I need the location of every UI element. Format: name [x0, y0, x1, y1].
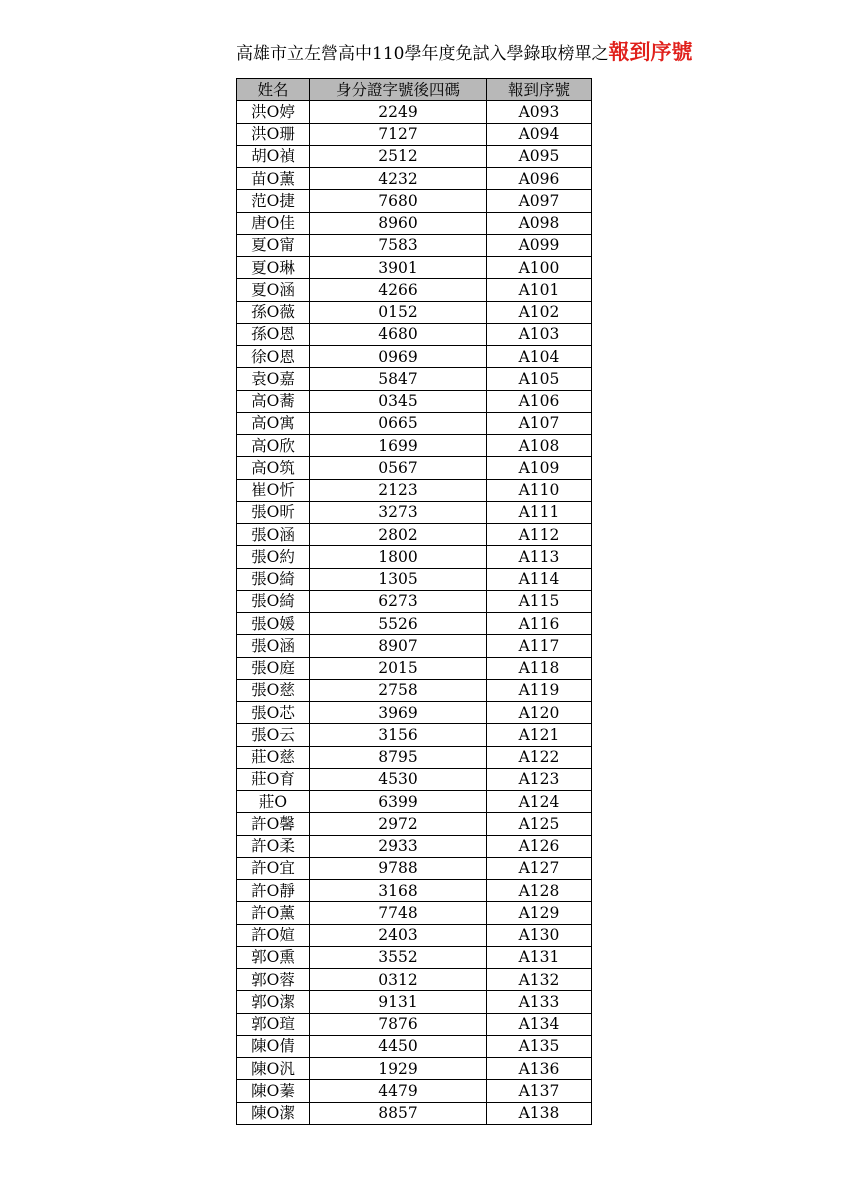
cell-id-last4: 4530	[310, 768, 487, 790]
table-row	[237, 613, 592, 635]
table-row	[237, 724, 592, 746]
cell-report-number: A099	[487, 234, 592, 256]
cell-report-number: A102	[487, 301, 592, 323]
cell-id-last4: 2758	[310, 679, 487, 701]
cell-id-last4: 3552	[310, 946, 487, 968]
cell-report-number: A101	[487, 279, 592, 301]
cell-id-last4: 1305	[310, 568, 487, 590]
table-row	[237, 435, 592, 457]
cell-report-number: A093	[487, 101, 592, 123]
cell-report-number: A132	[487, 969, 592, 991]
cell-name: 孫O薇	[237, 301, 310, 323]
cell-name: 許O柔	[237, 835, 310, 857]
cell-name: 張O涵	[237, 635, 310, 657]
cell-name: 高O蕎	[237, 390, 310, 412]
table-row	[237, 501, 592, 523]
table-row	[237, 368, 592, 390]
cell-report-number: A115	[487, 590, 592, 612]
table-row	[237, 768, 592, 790]
column-header-id-last4: 身分證字號後四碼	[310, 79, 487, 101]
cell-id-last4: 2512	[310, 145, 487, 167]
table-row	[237, 123, 592, 145]
cell-id-last4: 2972	[310, 813, 487, 835]
cell-id-last4: 2123	[310, 479, 487, 501]
cell-report-number: A095	[487, 145, 592, 167]
cell-id-last4: 9788	[310, 857, 487, 879]
cell-id-last4: 9131	[310, 991, 487, 1013]
cell-report-number: A125	[487, 813, 592, 835]
cell-id-last4: 0152	[310, 301, 487, 323]
cell-report-number: A137	[487, 1080, 592, 1102]
cell-id-last4: 4232	[310, 168, 487, 190]
table-row	[237, 390, 592, 412]
cell-report-number: A111	[487, 501, 592, 523]
cell-report-number: A100	[487, 257, 592, 279]
cell-id-last4: 1800	[310, 546, 487, 568]
cell-id-last4: 7680	[310, 190, 487, 212]
cell-name: 郭O蓉	[237, 969, 310, 991]
cell-name: 洪O珊	[237, 123, 310, 145]
roster-table	[236, 78, 592, 1125]
cell-name: 許O靜	[237, 880, 310, 902]
cell-id-last4: 4266	[310, 279, 487, 301]
table-row	[237, 991, 592, 1013]
table-row	[237, 857, 592, 879]
cell-report-number: A105	[487, 368, 592, 390]
cell-report-number: A103	[487, 323, 592, 345]
table-row	[237, 969, 592, 991]
cell-id-last4: 0969	[310, 346, 487, 368]
cell-report-number: A096	[487, 168, 592, 190]
column-header-name: 姓名	[237, 79, 310, 101]
cell-report-number: A113	[487, 546, 592, 568]
cell-id-last4: 0312	[310, 969, 487, 991]
cell-report-number: A131	[487, 946, 592, 968]
table-row	[237, 590, 592, 612]
cell-id-last4: 7127	[310, 123, 487, 145]
cell-id-last4: 6273	[310, 590, 487, 612]
cell-report-number: A108	[487, 435, 592, 457]
cell-id-last4: 8960	[310, 212, 487, 234]
cell-name: 唐O佳	[237, 212, 310, 234]
table-row	[237, 279, 592, 301]
table-header-row	[237, 79, 592, 101]
cell-name: 莊O	[237, 791, 310, 813]
cell-report-number: A136	[487, 1058, 592, 1080]
cell-name: 徐O恩	[237, 346, 310, 368]
table-row	[237, 479, 592, 501]
cell-name: 高O筑	[237, 457, 310, 479]
cell-report-number: A116	[487, 613, 592, 635]
cell-id-last4: 8795	[310, 746, 487, 768]
cell-report-number: A106	[487, 390, 592, 412]
cell-id-last4: 4479	[310, 1080, 487, 1102]
cell-name: 張O慈	[237, 679, 310, 701]
cell-id-last4: 2802	[310, 524, 487, 546]
table-row	[237, 791, 592, 813]
cell-id-last4: 7876	[310, 1013, 487, 1035]
page-title-main: 高雄市立左營高中110學年度免試入學錄取榜單之	[236, 44, 609, 64]
cell-report-number: A098	[487, 212, 592, 234]
table-row	[237, 524, 592, 546]
table-row	[237, 946, 592, 968]
cell-name: 郭O熏	[237, 946, 310, 968]
cell-id-last4: 2015	[310, 657, 487, 679]
cell-report-number: A112	[487, 524, 592, 546]
cell-report-number: A119	[487, 679, 592, 701]
cell-name: 夏O涵	[237, 279, 310, 301]
cell-name: 許O媗	[237, 924, 310, 946]
table-row	[237, 679, 592, 701]
table-row	[237, 1035, 592, 1057]
cell-report-number: A109	[487, 457, 592, 479]
cell-name: 莊O慈	[237, 746, 310, 768]
table-row	[237, 1102, 592, 1124]
cell-name: 夏O琳	[237, 257, 310, 279]
cell-report-number: A134	[487, 1013, 592, 1035]
cell-report-number: A121	[487, 724, 592, 746]
cell-report-number: A130	[487, 924, 592, 946]
cell-report-number: A127	[487, 857, 592, 879]
cell-report-number: A124	[487, 791, 592, 813]
cell-name: 高O寓	[237, 412, 310, 434]
cell-id-last4: 2249	[310, 101, 487, 123]
cell-id-last4: 1699	[310, 435, 487, 457]
cell-id-last4: 3901	[310, 257, 487, 279]
cell-id-last4: 5847	[310, 368, 487, 390]
column-header-report-number: 報到序號	[487, 79, 592, 101]
cell-name: 陳O汎	[237, 1058, 310, 1080]
cell-id-last4: 7583	[310, 234, 487, 256]
cell-name: 崔O忻	[237, 479, 310, 501]
cell-report-number: A129	[487, 902, 592, 924]
table-body	[237, 101, 592, 1125]
page-title-accent: 報到序號	[608, 39, 693, 64]
table-row	[237, 301, 592, 323]
cell-report-number: A123	[487, 768, 592, 790]
cell-id-last4: 2933	[310, 835, 487, 857]
table-row	[237, 323, 592, 345]
cell-name: 陳O倩	[237, 1035, 310, 1057]
cell-name: 高O欣	[237, 435, 310, 457]
cell-id-last4: 1929	[310, 1058, 487, 1080]
cell-name: 苗O薰	[237, 168, 310, 190]
cell-name: 張O芯	[237, 702, 310, 724]
cell-report-number: A097	[487, 190, 592, 212]
cell-id-last4: 5526	[310, 613, 487, 635]
cell-report-number: A117	[487, 635, 592, 657]
cell-name: 洪O婷	[237, 101, 310, 123]
table-row	[237, 635, 592, 657]
cell-name: 袁O嘉	[237, 368, 310, 390]
table-row	[237, 657, 592, 679]
table-row	[237, 168, 592, 190]
table-row	[237, 457, 592, 479]
cell-id-last4: 3969	[310, 702, 487, 724]
table-row	[237, 212, 592, 234]
cell-name: 許O馨	[237, 813, 310, 835]
cell-id-last4: 2403	[310, 924, 487, 946]
cell-name: 張O庭	[237, 657, 310, 679]
cell-name: 許O宜	[237, 857, 310, 879]
cell-id-last4: 8907	[310, 635, 487, 657]
table-row	[237, 546, 592, 568]
cell-name: 陳O潔	[237, 1102, 310, 1124]
cell-report-number: A110	[487, 479, 592, 501]
cell-id-last4: 7748	[310, 902, 487, 924]
cell-name: 張O綺	[237, 568, 310, 590]
table-row	[237, 902, 592, 924]
cell-name: 許O薰	[237, 902, 310, 924]
table-row	[237, 813, 592, 835]
cell-report-number: A120	[487, 702, 592, 724]
table-row	[237, 1058, 592, 1080]
cell-report-number: A138	[487, 1102, 592, 1124]
table-row	[237, 924, 592, 946]
table-row	[237, 234, 592, 256]
cell-id-last4: 0567	[310, 457, 487, 479]
cell-name: 胡O禎	[237, 145, 310, 167]
cell-report-number: A118	[487, 657, 592, 679]
cell-name: 郭O瑄	[237, 1013, 310, 1035]
cell-id-last4: 0665	[310, 412, 487, 434]
cell-name: 郭O潔	[237, 991, 310, 1013]
cell-report-number: A094	[487, 123, 592, 145]
cell-name: 張O云	[237, 724, 310, 746]
cell-name: 夏O甯	[237, 234, 310, 256]
table-row	[237, 190, 592, 212]
table-row	[237, 257, 592, 279]
cell-id-last4: 0345	[310, 390, 487, 412]
cell-report-number: A126	[487, 835, 592, 857]
cell-name: 張O昕	[237, 501, 310, 523]
cell-id-last4: 4680	[310, 323, 487, 345]
cell-name: 張O涵	[237, 524, 310, 546]
table-row	[237, 101, 592, 123]
cell-id-last4: 4450	[310, 1035, 487, 1057]
cell-id-last4: 8857	[310, 1102, 487, 1124]
cell-report-number: A104	[487, 346, 592, 368]
cell-report-number: A114	[487, 568, 592, 590]
cell-report-number: A133	[487, 991, 592, 1013]
cell-report-number: A135	[487, 1035, 592, 1057]
cell-name: 孫O恩	[237, 323, 310, 345]
cell-report-number: A128	[487, 880, 592, 902]
cell-id-last4: 3168	[310, 880, 487, 902]
table-row	[237, 702, 592, 724]
cell-name: 張O媛	[237, 613, 310, 635]
table-row	[237, 1080, 592, 1102]
table-row	[237, 746, 592, 768]
cell-report-number: A122	[487, 746, 592, 768]
cell-name: 范O捷	[237, 190, 310, 212]
cell-id-last4: 6399	[310, 791, 487, 813]
cell-id-last4: 3156	[310, 724, 487, 746]
table-row	[237, 1013, 592, 1035]
cell-name: 陳O蓁	[237, 1080, 310, 1102]
cell-name: 張O約	[237, 546, 310, 568]
cell-name: 莊O育	[237, 768, 310, 790]
cell-report-number: A107	[487, 412, 592, 434]
table-row	[237, 145, 592, 167]
cell-id-last4: 3273	[310, 501, 487, 523]
table-row	[237, 568, 592, 590]
cell-name: 張O綺	[237, 590, 310, 612]
table-row	[237, 346, 592, 368]
table-row	[237, 835, 592, 857]
page-title	[236, 36, 716, 66]
table-row	[237, 412, 592, 434]
table-row	[237, 880, 592, 902]
